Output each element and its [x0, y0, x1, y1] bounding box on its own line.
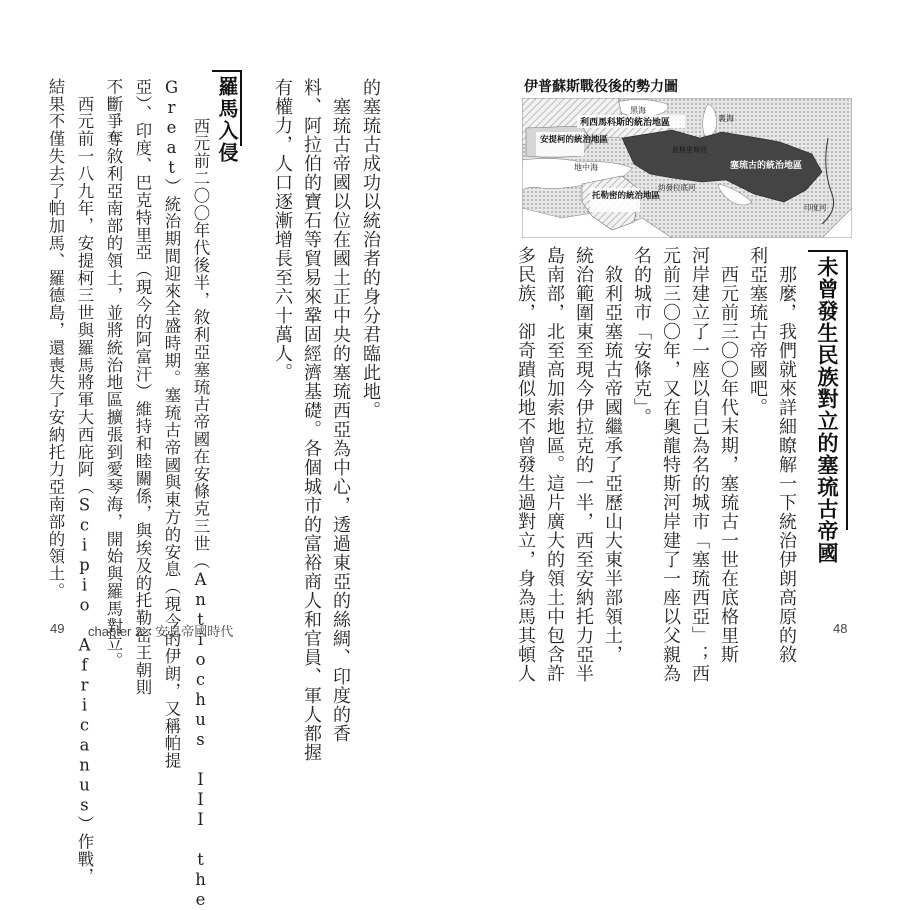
- right-text-column: 河岸建立了一座以自己為名的城市「塞琉西亞」；西: [689, 246, 710, 683]
- left-text-column: 料、阿拉伯的寶石等貿易來鞏固經濟基礎。各個城市的富裕商人和官員、軍人都握: [301, 78, 322, 762]
- left-text-column: 塞琉古帝國以位在國土正中央的塞琉西亞為中心，透過東亞的絲綢、印度的香: [330, 78, 351, 743]
- tigris-label: 底格里斯河: [672, 146, 707, 154]
- euphrates-label: 幼發拉底河: [658, 183, 696, 192]
- left-text-column: 有權力，人口逐漸增長至六十萬人。: [272, 78, 293, 382]
- right-text-column: 多民族，卻奇蹟似地不曾發生過對立，身為馬其頓人: [515, 246, 536, 683]
- chapter-label: chapter 2 安息帝國時代: [88, 624, 234, 639]
- right-section-heading-rule: [808, 250, 846, 252]
- indus-label: 印度河: [804, 203, 827, 212]
- left-text-column: 西元前一八九年，安提柯三世與羅馬將軍大西庇阿（Scipio Africanus）作戰，: [75, 78, 94, 886]
- right-section-heading: 未曾發生民族對立的塞琉古帝國: [815, 256, 839, 564]
- right-text-column: 西元前三〇〇年代末期，塞琉古一世在底格里斯: [718, 246, 739, 664]
- left-text-column: 結果不僅失去了帕加馬、羅德島，還喪失了安納托力亞南部的領土。: [46, 78, 65, 600]
- map-title: 伊普蘇斯戰役後的勢力圖: [524, 79, 678, 95]
- left-text-column: Great）統治期間迎來全盛時期。塞琉古帝國與東方的安息（現今的伊朗，又稱帕提: [162, 78, 181, 770]
- left-section-heading: 羅馬入侵: [215, 76, 239, 164]
- right-section-heading-bar: [846, 250, 848, 530]
- lysimachus-label: 利西馬科斯的統治地區: [580, 118, 671, 128]
- left-text-column: 西元前二〇〇年代後半，敘利亞塞琉古帝國在安條克三世（Antiochus III the: [191, 100, 210, 910]
- right-text-column: 敘利亞塞琉古帝國繼承了亞歷山大東半部領土，: [602, 246, 623, 664]
- right-text-column: 元前三〇〇年，又在奧龍特斯河岸建了一座以父親為: [660, 246, 681, 683]
- right-text-column: 那麼，我們就來詳細瞭解一下統治伊朗高原的敘: [776, 246, 797, 664]
- right-text-column: 利亞塞琉古帝國吧。: [747, 246, 768, 417]
- right-text-column: 統治範圍東至現今伊拉克的一半，西至安納托力亞半: [573, 246, 594, 683]
- ptolemy-label: 托勒密的統治地區: [592, 191, 661, 201]
- left-text-column: 亞）、印度、巴克特里亞（現今的阿富汗）維持和睦關係，與埃及的托勒密王朝則: [133, 78, 152, 697]
- left-section-heading-rule: [212, 70, 240, 72]
- right-page-number: 48: [833, 621, 848, 636]
- right-text-column: 名的城市「安條克」。: [631, 246, 652, 427]
- mediterranean-label: 地中海: [574, 163, 598, 172]
- left-page-number: 49: [50, 621, 65, 636]
- right-text-column: 島南部，北至高加索地區。這片廣大的領土中包含許: [544, 246, 565, 683]
- seleucus-label: 塞琉古的統治地區: [730, 161, 803, 171]
- antigonus-label: 安提柯的統治地區: [540, 135, 609, 145]
- caspian-label: 裏海: [718, 114, 734, 123]
- left-text-column: 的塞琉古成功以統治者的身分君臨此地。: [360, 78, 381, 420]
- map-figure: [522, 98, 852, 238]
- left-text-column: 不斷爭奪敘利亞南部的領土，並將統治地區擴張到愛琴海，開始與羅馬對立。: [104, 78, 123, 670]
- black-sea-label: 黑海: [630, 106, 646, 115]
